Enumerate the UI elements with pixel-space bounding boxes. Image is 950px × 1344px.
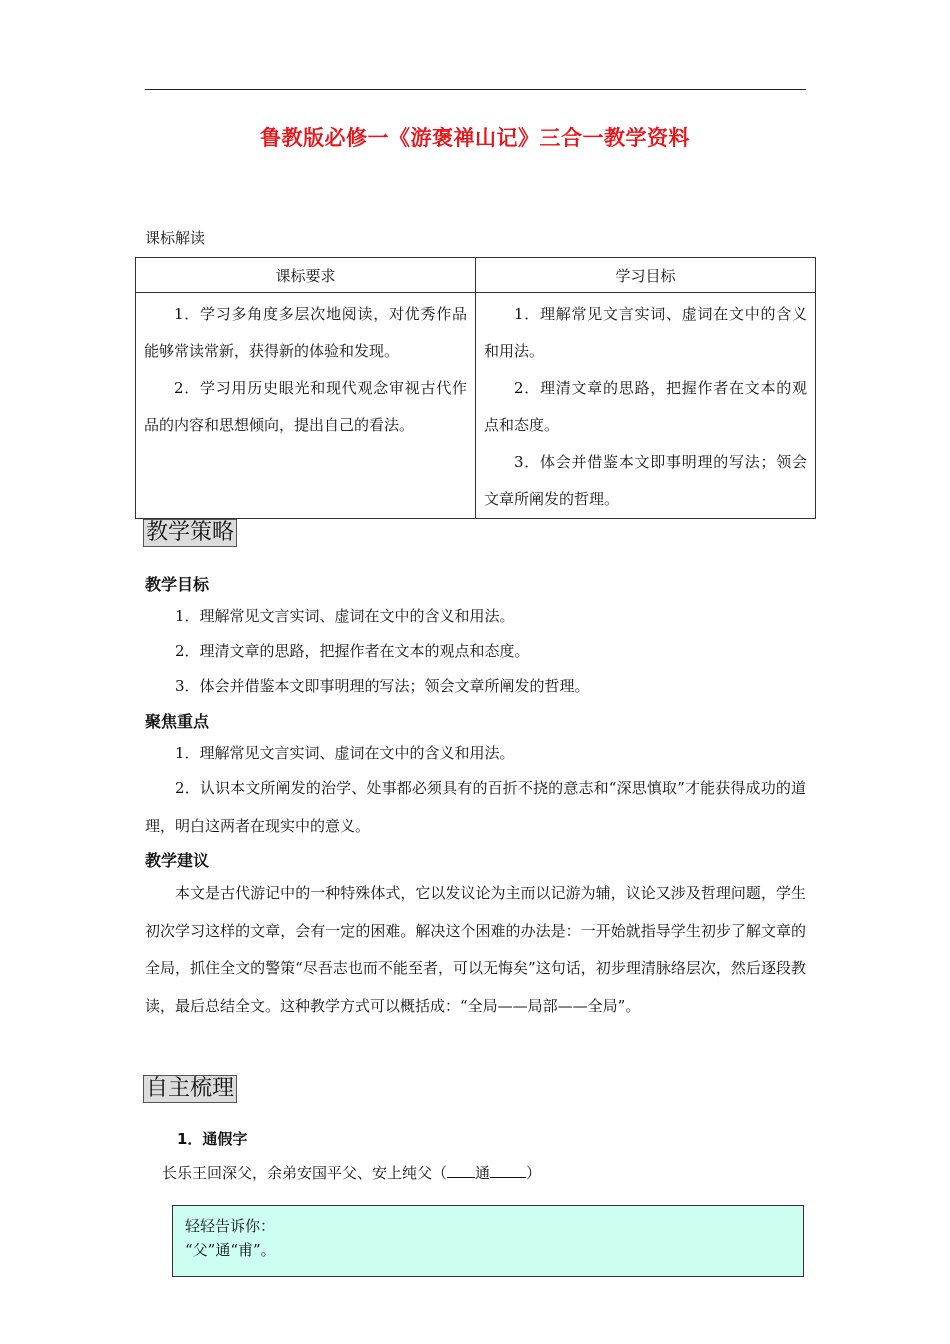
header-rule — [145, 89, 806, 90]
focus-title: 聚焦重点 — [145, 712, 210, 731]
goal-line: 3．体会并借鉴本文即事明理的写法；领会文章所阐发的哲理。 — [175, 677, 590, 695]
hint-box — [172, 1205, 804, 1277]
focus-line: 1．理解常见文言实词、虚词在文中的含义和用法。 — [175, 744, 515, 762]
goals-title: 教学目标 — [145, 575, 210, 594]
requirements-cell — [136, 293, 476, 519]
goal-item: 3．体会并借鉴本文即事明理的写法；领会文章所阐发的哲理。 — [484, 453, 807, 508]
goal-line: 1．理解常见文言实词、虚词在文中的含义和用法。 — [175, 607, 515, 625]
answer-blank-2[interactable] — [490, 1161, 526, 1178]
fill-in-sentence — [162, 1160, 541, 1186]
advice-paragraph: 本文是古代游记中的一种特殊体式，它以发议论为主而以记游为辅，议论又涉及哲理问题，学生初次学习这样的文章，会有一定的困难。解决这个困难的办法是：一开始就指导学生初步了解文章的全局，抓住全文的警策“尽吾志也而不能至者，可以无悔矣”这句话，初步理清脉络层次，然后逐段教读，最后总结全文。这种教学方式可以概括成：“全局——局部——全局”。 — [145, 884, 806, 1015]
section-label: 课标解读 — [145, 229, 206, 247]
fill-in-end: ） — [526, 1164, 542, 1182]
table-header-goals: 学习目标 — [476, 258, 816, 293]
goal-line: 2．理清文章的思路，把握作者在文本的观点和态度。 — [175, 642, 530, 660]
advice-title: 教学建议 — [145, 851, 210, 870]
standards-table — [135, 257, 816, 519]
table-header-requirements: 课标要求 — [136, 258, 476, 293]
hint-text: “父”通“甫”。 — [185, 1241, 276, 1259]
strategy-heading: 教学策略 — [143, 519, 237, 547]
answer-blank-1[interactable] — [447, 1161, 475, 1178]
requirement-item: 1．学习多角度多层次地阅读，对优秀作品能够常读常新，获得新的体验和发现。 — [144, 305, 467, 360]
self-study-heading: 自主梳理 — [143, 1075, 237, 1103]
hint-title: 轻轻告诉你： — [185, 1217, 276, 1235]
item-title-tongjiazi: 1．通假字 — [177, 1130, 248, 1148]
goals-cell — [476, 293, 816, 519]
requirement-item: 2．学习用历史眼光和现代观念审视古代作品的内容和思想倾向，提出自己的看法。 — [144, 379, 467, 434]
focus-line: 2．认识本文所阐发的治学、处事都必须具有的百折不挠的意志和“深思慎取”才能获得成功的道理，明白这两者在现实中的意义。 — [145, 779, 806, 835]
page-title: 鲁教版必修一《游褒禅山记》三合一教学资料 — [260, 125, 690, 150]
goal-item: 2．理清文章的思路，把握作者在文本的观点和态度。 — [484, 379, 807, 434]
fill-in-text: 长乐王回深父，余弟安国平父、安上纯父（ — [162, 1164, 448, 1182]
goal-item: 1．理解常见文言实词、虚词在文中的含义和用法。 — [484, 305, 807, 360]
fill-in-mid: 通 — [475, 1164, 491, 1182]
